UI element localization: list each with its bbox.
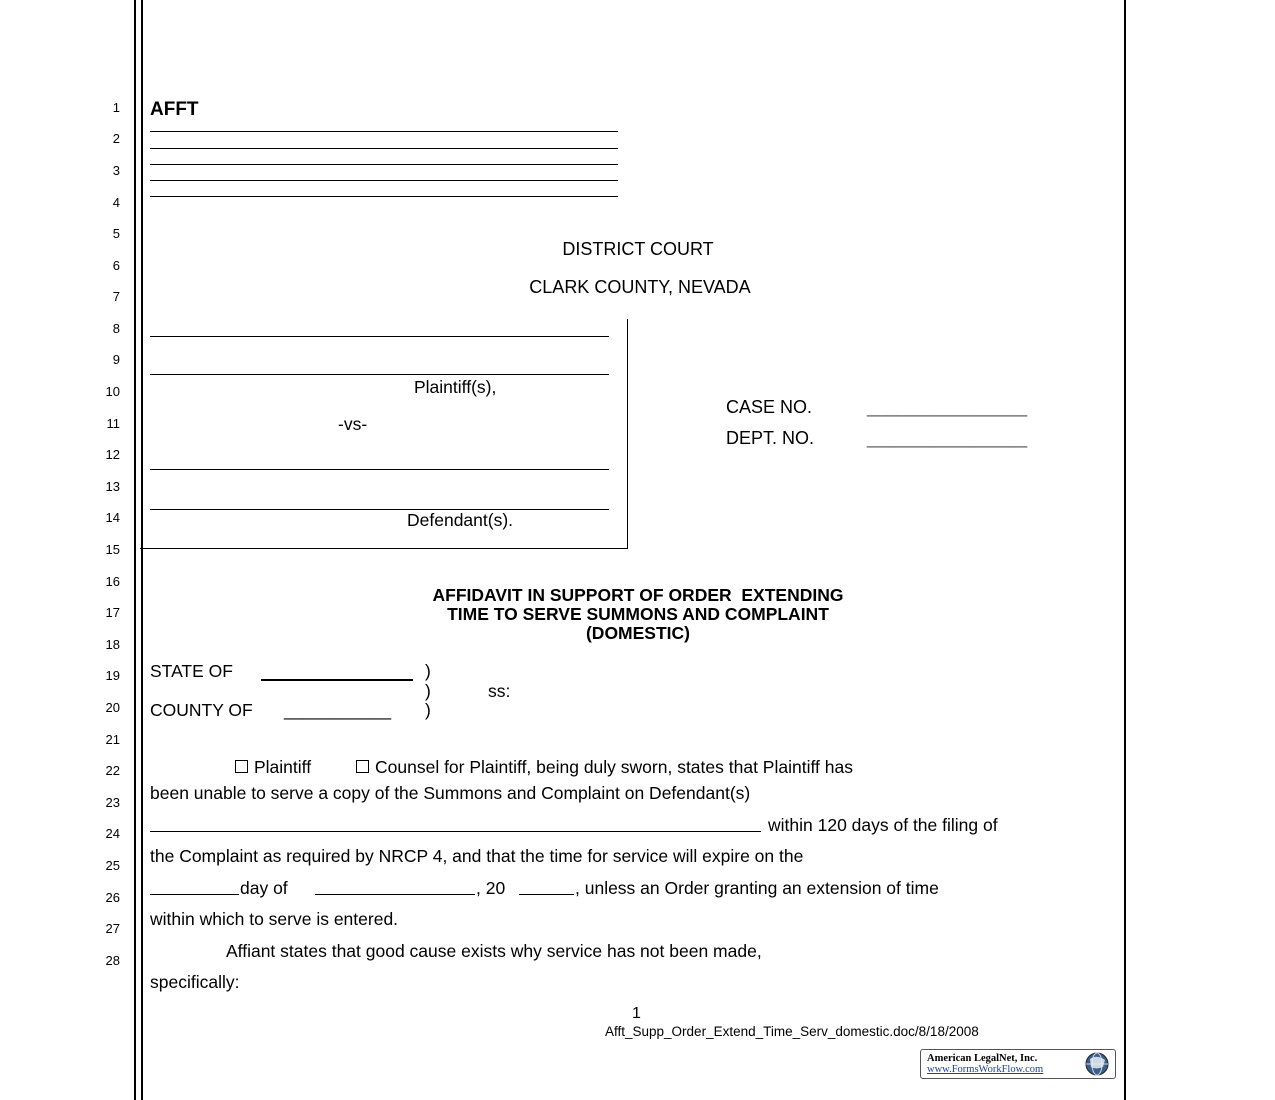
court-county: CLARK COUNTY, NEVADA [529,277,751,297]
american-legalnet-logo[interactable] [920,1049,1116,1079]
line-number: 25 [105,858,120,873]
option-counsel-label: Counsel for Plaintiff, being duly sworn, states that Plaintiff has [375,757,853,777]
counsel-checkbox-icon[interactable] [356,760,369,773]
case-no-field[interactable]: ________________ [867,397,1028,417]
venue-paren-1: ) [425,661,431,681]
line-number: 18 [105,637,120,652]
year-prefix: , 20 [476,878,506,898]
expire-day-field[interactable] [150,894,239,895]
title-line-2: TIME TO SERVE SUMMONS AND COMPLAINT [447,604,829,624]
line-number: 16 [105,574,120,589]
line-number: 3 [112,163,120,178]
state-of-field[interactable] [261,679,413,681]
line-number: 20 [105,700,120,715]
caption-divider-vertical [627,319,628,548]
title-line-3: (DOMESTIC) [585,623,691,643]
line-number: 23 [105,795,120,810]
defendant-label: Defendant(s). [407,510,514,530]
logo-company-name: American LegalNet, Inc. [927,1053,1038,1064]
title-line-1: AFFIDAVIT IN SUPPORT OF ORDER EXTENDING [432,585,844,605]
option-plaintiff[interactable] [235,757,311,778]
attorney-info-line-2 [150,148,618,149]
line-number: 4 [112,195,120,210]
county-of-field[interactable]: ___________ [284,700,392,720]
ss-label: ss: [488,681,511,701]
caption-divider-horizontal [140,548,628,549]
left-margin-line-inner [141,0,143,1100]
line-number: 22 [105,763,120,778]
body-line-24-tail: within 120 days of the filing of [768,815,998,835]
footer-filename: Afft_Supp_Order_Extend_Time_Serv_domestic.doc/8/18/2008 [605,1024,979,1039]
plaintiff-checkbox-icon[interactable] [235,760,248,773]
body-line-26-tail: , unless an Order granting an extension of time [575,878,939,898]
doc-code: AFFT [150,99,199,120]
court-name: DISTRICT COURT [562,239,714,259]
venue-paren-3: ) [425,700,431,720]
body-line-25: the Complaint as required by NRCP 4, and that the time for service will expire on the [150,846,804,866]
line-number: 26 [105,890,120,905]
venue-paren-2: ) [425,681,431,701]
defendant-name-line-1 [150,469,609,470]
case-no-label: CASE NO. [726,397,813,417]
day-of-label: day of [240,878,288,898]
body-line-28: Affiant states that good cause exists why service has not been made, [226,941,762,961]
line-number: 6 [112,258,120,273]
left-margin-line-outer [134,0,136,1100]
line-number: 24 [105,826,120,841]
attorney-info-line-3 [150,164,618,165]
expire-month-field[interactable] [315,894,475,895]
line-number: 7 [112,289,120,304]
plaintiff-name-line-1 [150,336,609,337]
line-number: 8 [112,321,120,336]
attorney-info-line-5 [150,196,618,197]
logo-url[interactable]: www.FormsWorkFlow.com [927,1064,1044,1075]
state-of-label: STATE OF [150,661,233,681]
line-number: 5 [112,226,120,241]
vs-label: -vs- [338,414,368,434]
defendant-name-field[interactable] [150,831,761,832]
line-number: 15 [105,542,120,557]
dept-no-label: DEPT. NO. [726,428,815,448]
page-number: 1 [632,1005,641,1022]
option-plaintiff-label: Plaintiff [254,757,312,777]
line-number: 28 [105,953,120,968]
line-number: 19 [105,668,120,683]
attorney-info-line-1 [150,131,618,132]
right-margin-line [1124,0,1126,1100]
body-line-23: been unable to serve a copy of the Summons and Complaint on Defendant(s) [150,783,751,803]
plaintiff-label: Plaintiff(s), [414,377,497,397]
line-number: 13 [105,479,120,494]
line-number: 2 [112,131,120,146]
expire-year-field[interactable] [519,894,574,895]
line-number: 12 [105,447,120,462]
body-line-27: within which to serve is entered. [150,909,399,929]
attorney-info-line-4 [150,180,618,181]
defendant-name-line-2 [150,509,609,510]
line-number: 14 [105,510,120,525]
dept-no-field[interactable]: ________________ [867,428,1028,448]
plaintiff-name-line-2 [150,374,609,375]
line-number: 1 [112,100,120,115]
line-number: 21 [105,732,120,747]
body-line-29: specifically: [150,972,240,992]
line-number: 27 [105,921,120,936]
option-counsel[interactable] [356,757,853,778]
line-number: 9 [112,352,120,367]
line-number: 11 [106,416,120,431]
line-number: 17 [105,605,120,620]
line-number: 10 [105,384,120,399]
globe-icon [1082,1051,1112,1077]
county-of-label: COUNTY OF [150,700,253,720]
